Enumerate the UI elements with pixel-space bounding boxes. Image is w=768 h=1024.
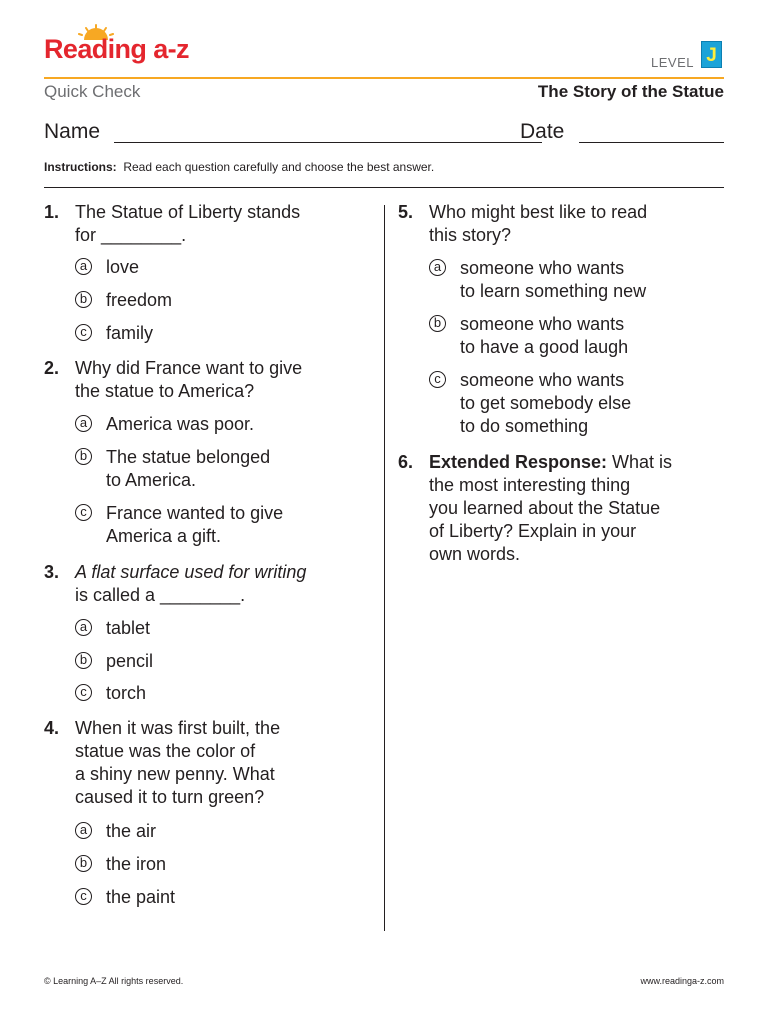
stem-line: of Liberty? Explain in your [429,521,637,541]
name-label: Name [44,120,101,143]
stem-line: you learned about the Statue [429,498,661,518]
stem-line: own words. [429,544,521,564]
answer-bubble-a[interactable]: a [75,619,92,636]
answer-text: America was poor. [106,414,255,434]
date-blank-line [579,142,724,143]
answer-bubble-b[interactable]: b [429,315,446,332]
answer-text: The statue belonged to America. [106,447,271,490]
answer-bubble-c[interactable]: c [429,371,446,388]
question-number: 2. [44,358,60,378]
answer-text: someone who wants to get somebody else to do something [460,370,632,436]
answer-text: someone who wants to learn something new [460,258,647,301]
answer-text: freedom [106,290,173,310]
stem-line: this story? [429,225,512,245]
stem-line: Who might best like to read [429,202,648,222]
answer-bubble-c[interactable]: c [75,684,92,701]
level-badge: J [701,41,722,68]
stem-line: for ________. [75,225,187,245]
header-rule [44,77,724,79]
answer-text: someone who wants to have a good laugh [460,314,629,357]
stem-line: Extended Response: What is [429,452,673,472]
stem-line: is called a ________. [75,585,246,605]
footer-url: www.readinga-z.com [640,976,724,986]
date-label: Date [520,120,565,143]
answer-bubble-a[interactable]: a [429,259,446,276]
answer-text: France wanted to give America a gift. [106,503,284,546]
stem-line: the most interesting thing [429,475,631,495]
answer-bubble-a[interactable]: a [75,258,92,275]
stem-line: Why did France want to give [75,358,303,378]
question-stem [75,717,280,809]
question-number: 3. [44,562,60,582]
quick-check-label: Quick Check [44,82,141,101]
name-blank-line [114,142,542,143]
answer-bubble-b[interactable]: b [75,291,92,308]
stem-line: The Statue of Liberty stands [75,202,301,222]
instructions-text: Read each question carefully and choose the best answer. [123,160,435,174]
question-stem [75,561,306,607]
reading-az-logo: Reading a-z [44,34,189,64]
question-stem [75,357,302,403]
answer-bubble-a[interactable]: a [75,415,92,432]
question-number: 1. [44,202,60,222]
answer-bubble-b[interactable]: b [75,652,92,669]
copyright: © Learning A–Z All rights reserved. [44,976,184,986]
answer-bubble-b[interactable]: b [75,855,92,872]
question-stem [429,201,647,247]
question-number: 4. [44,718,60,738]
answer-text: the iron [106,854,167,874]
extended-response-label: Extended Response: [429,452,608,472]
answer-bubble-c[interactable]: c [75,504,92,521]
answer-bubble-a[interactable]: a [75,822,92,839]
answer-bubble-b[interactable]: b [75,448,92,465]
instructions-rule [44,187,724,188]
answer-text: tablet [106,618,151,638]
stem-line: caused it to turn green? [75,787,265,807]
answer-text: torch [106,683,147,703]
column-divider [384,205,385,931]
level-label: LEVEL [651,55,694,70]
stem-line: When it was first built, the [75,718,281,738]
answer-text: the paint [106,887,176,907]
instructions-label: Instructions: [44,160,117,174]
question-stem [429,451,672,566]
answer-text: family [106,323,154,343]
name-date-row [44,120,724,150]
stem-line: a shiny new penny. What [75,764,275,784]
answer-text: pencil [106,651,154,671]
instructions [44,160,434,174]
stem-line: the statue to America? [75,381,255,401]
question-stem [75,201,300,247]
stem-line: statue was the color of [75,741,256,761]
answer-text: love [106,257,140,277]
question-number: 6. [398,452,414,472]
stem-line: A flat surface used for writing [75,562,307,582]
answer-text: the air [106,821,157,841]
answer-bubble-c[interactable]: c [75,324,92,341]
story-title: The Story of the Statue [537,82,724,101]
answer-bubble-c[interactable]: c [75,888,92,905]
question-number: 5. [398,202,414,222]
